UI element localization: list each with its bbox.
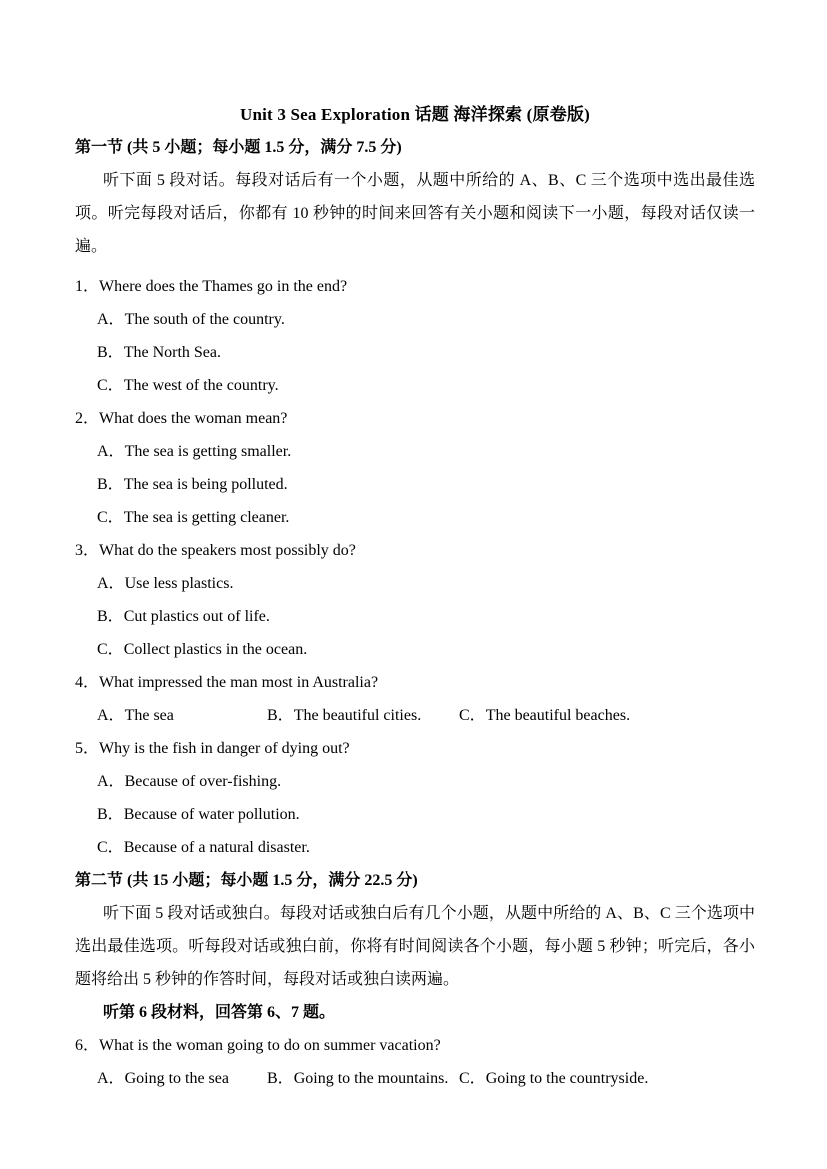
question-number: 4． <box>75 674 100 691</box>
option-text: The south of the country. <box>124 311 285 328</box>
option-text: Because of over-fishing. <box>124 773 282 790</box>
question-1-stem <box>75 270 755 303</box>
question-5-stem <box>75 732 755 765</box>
question-4 <box>75 666 755 732</box>
question-number: 1． <box>75 278 100 295</box>
option-text: The sea is being polluted. <box>123 476 288 493</box>
question-5-option-b <box>97 798 755 831</box>
option-label: B． <box>267 707 294 724</box>
option-label: A． <box>97 575 125 592</box>
section-1 <box>75 131 755 864</box>
option-label: B． <box>97 608 124 625</box>
section-2 <box>75 864 755 1095</box>
question-2-option-c <box>97 501 755 534</box>
option-text: The sea is getting smaller. <box>124 443 292 460</box>
option-text: Because of a natural disaster. <box>123 839 310 856</box>
option-text: Cut plastics out of life. <box>123 608 270 625</box>
question-3-option-b <box>97 600 755 633</box>
option-label: B． <box>267 1070 294 1087</box>
option-label: C． <box>97 509 124 526</box>
question-text: What does the woman mean? <box>99 410 288 427</box>
section-2-heading: 第二节 (共 15 小题；每小题 1.5 分，满分 22.5 分) <box>75 872 418 889</box>
option-label: A． <box>97 707 125 724</box>
option-text: Use less plastics. <box>124 575 234 592</box>
question-2-stem <box>75 402 755 435</box>
question-4-options <box>97 699 755 732</box>
option-label: B． <box>97 476 124 493</box>
question-text: Why is the fish in danger of dying out? <box>99 740 350 757</box>
question-4-stem <box>75 666 755 699</box>
question-4-option-a <box>97 699 267 732</box>
option-text: Going to the sea <box>124 1070 229 1087</box>
question-number: 5． <box>75 740 100 757</box>
question-6-options <box>97 1062 755 1095</box>
section-1-instructions: 听下面 5 段对话。每段对话后有一个小题，从题中所给的 A、B、C 三个选项中选出最佳选项。听完每段对话后，你都有 10 秒钟的时间来回答有关小题和阅读下一小题，每段对话仅读一遍。 <box>75 172 755 255</box>
option-label: B． <box>97 344 124 361</box>
option-label: C． <box>97 839 124 856</box>
question-2-option-a <box>97 435 755 468</box>
option-text: Going to the countryside. <box>485 1070 649 1087</box>
option-label: C． <box>97 377 124 394</box>
question-3-option-c <box>97 633 755 666</box>
question-3-option-a <box>97 567 755 600</box>
option-text: The beautiful beaches. <box>485 707 631 724</box>
question-number: 6． <box>75 1037 100 1054</box>
question-6-option-c <box>459 1062 648 1095</box>
question-6-option-b <box>267 1062 459 1095</box>
option-text: The beautiful cities. <box>293 707 422 724</box>
question-6-stem <box>75 1029 755 1062</box>
option-label: A． <box>97 443 125 460</box>
question-4-option-b <box>267 699 459 732</box>
option-label: A． <box>97 311 125 328</box>
question-6-option-a <box>97 1062 267 1095</box>
question-6 <box>75 1029 755 1095</box>
question-4-option-c <box>459 699 630 732</box>
question-number: 3． <box>75 542 100 559</box>
question-5-option-a <box>97 765 755 798</box>
option-label: A． <box>97 773 125 790</box>
question-text: What is the woman going to do on summer vacation? <box>99 1037 441 1054</box>
question-number: 2． <box>75 410 100 427</box>
question-text: What impressed the man most in Australia? <box>99 674 379 691</box>
option-label: C． <box>459 707 486 724</box>
option-text: Going to the mountains. <box>293 1070 449 1087</box>
page-title: Unit 3 Sea Exploration 话题 海洋探索 (原卷版) <box>239 105 591 124</box>
option-text: The North Sea. <box>123 344 221 361</box>
question-text: What do the speakers most possibly do? <box>99 542 356 559</box>
question-2 <box>75 402 755 534</box>
option-label: C． <box>97 641 124 658</box>
section-2-instructions: 听下面 5 段对话或独白。每段对话或独白后有几个小题，从题中所给的 A、B、C 三个选项中选出最佳选项。听每段对话或独白前，你将有时间阅读各个小题，每小题 5 秒钟；听完后，各小题将给出 5 秒钟的作答时间，每段对话或独白读两遍。 <box>75 905 755 988</box>
question-5 <box>75 732 755 864</box>
material-note: 听第 6 段材料，回答第 6、7 题。 <box>103 1004 336 1021</box>
option-text: The sea <box>124 707 174 724</box>
section-1-heading: 第一节 (共 5 小题；每小题 1.5 分，满分 7.5 分) <box>75 139 402 156</box>
question-1-option-c <box>97 369 755 402</box>
option-text: The sea is getting cleaner. <box>123 509 290 526</box>
question-text: Where does the Thames go in the end? <box>99 278 348 295</box>
question-5-option-c <box>97 831 755 864</box>
option-label: A． <box>97 1070 125 1087</box>
option-label: C． <box>459 1070 486 1087</box>
option-text: Because of water pollution. <box>123 806 300 823</box>
question-1-option-a <box>97 303 755 336</box>
option-text: The west of the country. <box>123 377 279 394</box>
option-text: Collect plastics in the ocean. <box>123 641 308 658</box>
question-1-option-b <box>97 336 755 369</box>
question-3 <box>75 534 755 666</box>
question-2-option-b <box>97 468 755 501</box>
option-label: B． <box>97 806 124 823</box>
question-1 <box>75 270 755 402</box>
question-3-stem <box>75 534 755 567</box>
